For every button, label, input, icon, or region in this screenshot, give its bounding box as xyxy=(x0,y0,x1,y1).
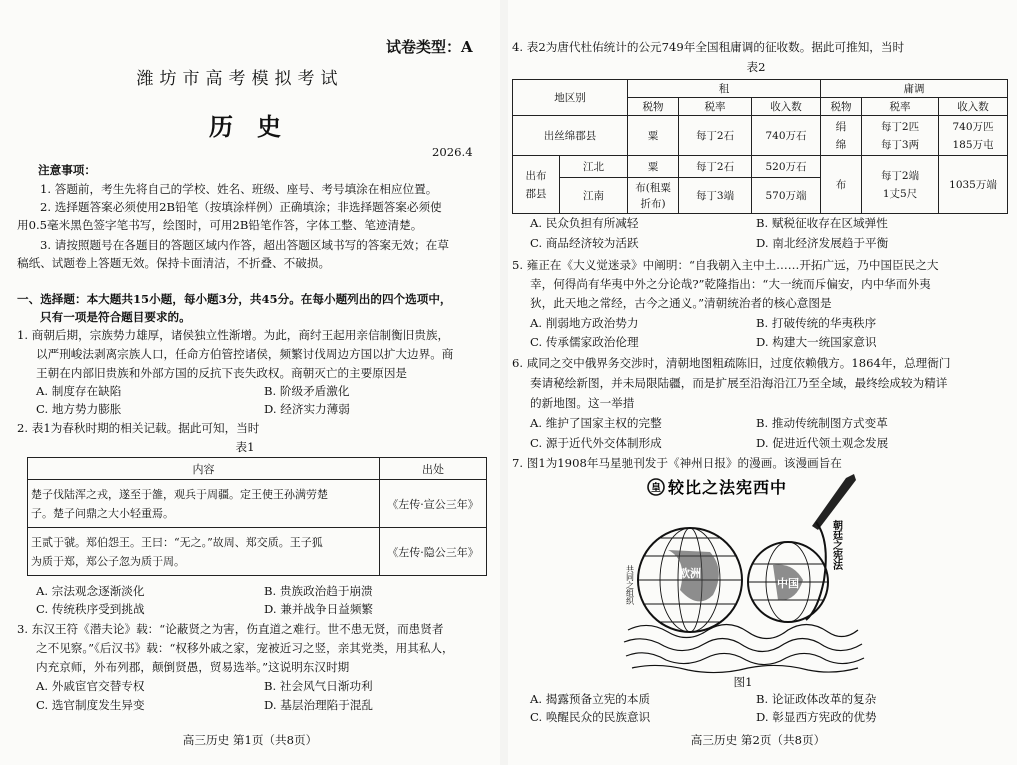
q3-option-d[interactable]: D. 基层治理陷于混乱 xyxy=(264,698,374,712)
table2-header-yongdiao: 庸调 xyxy=(821,80,1008,98)
table2-r1-yd-rate: 每丁2匹 每丁3两 xyxy=(862,116,939,156)
table2-r2-jn-income: 570万端 xyxy=(752,178,821,214)
q1-option-c[interactable]: C. 地方势力膨胀 xyxy=(36,402,122,416)
table2-header-yd-income: 收入数 xyxy=(939,98,1008,116)
table-row xyxy=(513,116,1008,156)
cartoon-left-label: 共同之组织 xyxy=(625,565,635,605)
cartoon-right-label: 朝廷之宪法 xyxy=(830,520,842,570)
table1-caption: 表1 xyxy=(235,440,255,454)
notice-3a: 3. 请按照题号在各题目的答题区域内作答，超出答题区域书写的答案无效；在草 xyxy=(40,238,449,252)
q6-line2: 奏请秘绘新图，并未局限陆疆，而是扩展至沿海沿江乃至全域，最终绘成较为精详 xyxy=(530,376,948,390)
table2-r1-zu-item: 粟 xyxy=(628,116,679,156)
table-1 xyxy=(27,457,487,576)
table-2 xyxy=(512,79,1008,214)
table2-header-zu-item: 税物 xyxy=(628,98,679,116)
q7-option-b[interactable]: B. 论证政体改革的复杂 xyxy=(756,692,877,706)
table2-header-zu-rate: 税率 xyxy=(679,98,752,116)
page-footer-right: 高三历史 第2页（共8页） xyxy=(690,733,826,747)
right-page xyxy=(508,0,1017,765)
globe-left-label: 欧洲 xyxy=(679,567,701,580)
q4-option-a[interactable]: A. 民众负担有所减轻 xyxy=(530,216,639,230)
q6-option-b[interactable]: B. 推动传统制图方式变革 xyxy=(756,416,888,430)
table2-r2-yd-income: 1035万端 xyxy=(939,156,1008,214)
q5-option-c[interactable]: C. 传承儒家政治伦理 xyxy=(530,335,639,349)
table2-header-region: 地区别 xyxy=(513,80,628,116)
section-heading-a: 一、选择题：本大题共15小题，每小题3分，共45分。在每小题列出的四个选项中， xyxy=(17,292,452,306)
table2-r1-region: 出丝绵郡县 xyxy=(513,116,628,156)
cartoon-figure xyxy=(618,470,868,675)
section-heading-b: 只有一项是符合题目要求的。 xyxy=(40,310,191,324)
figure-caption: 图1 xyxy=(733,675,753,689)
left-page xyxy=(0,0,500,765)
q1-option-b[interactable]: B. 阶级矛盾激化 xyxy=(264,384,350,398)
table2-header-zu: 租 xyxy=(628,80,821,98)
table-row xyxy=(513,156,1008,178)
q4-stem: 4. 表2为唐代杜佑统计的公元749年全国租庸调的征收数。据此可推知，当时 xyxy=(512,40,905,54)
exam-type: 试卷类型：A xyxy=(386,38,473,56)
table1-row2-content: 王贰于虢。郑伯怨王。王曰：“无之。”故周、郑交质。王子狐 为质于郑，郑公子忽为质于周。 xyxy=(28,528,380,576)
q5-option-a[interactable]: A. 削弱地方政治势力 xyxy=(530,316,639,330)
q5-line1: 5. 雍正在《大义觉迷录》中阐明：“自我朝入主中土……开拓广远，乃中国臣民之大 xyxy=(512,258,939,272)
table2-r1-yd-income: 740万匹 185万屯 xyxy=(939,116,1008,156)
q6-option-c[interactable]: C. 源于近代外交体制形成 xyxy=(530,436,662,450)
exam-date: 2026.4 xyxy=(432,145,473,159)
table-row xyxy=(28,528,487,576)
q2-option-d[interactable]: D. 兼并战争日益频繁 xyxy=(264,602,374,616)
table2-r2-region: 出布 郡县 xyxy=(513,156,560,214)
globe-right xyxy=(748,542,828,622)
q3-line1: 3. 东汉王符《潜夫论》载：“论蔽贤之为害，伤直道之难行。世不患无贤，而患贤者 xyxy=(17,622,444,636)
q1-line2: 以严刑峻法剥离宗族人口，任命方伯管控诸侯，频繁讨伐周边方国以扩大边界。商 xyxy=(36,347,454,361)
globe-right-label: 中国 xyxy=(777,577,799,590)
q3-option-c[interactable]: C. 选官制度发生异变 xyxy=(36,698,145,712)
q1-option-d[interactable]: D. 经济实力薄弱 xyxy=(264,402,350,416)
table1-row1-source: 《左传·宣公三年》 xyxy=(380,480,487,528)
sea-waves xyxy=(624,624,864,672)
table1-header-content: 内容 xyxy=(28,458,380,480)
globe-left xyxy=(638,528,742,632)
q3-option-b[interactable]: B. 社会风气日渐功利 xyxy=(264,679,373,693)
q6-option-a[interactable]: A. 维护了国家主权的完整 xyxy=(530,416,662,430)
table2-r2-jiangbei: 江北 xyxy=(560,156,628,178)
q7-option-c[interactable]: C. 唤醒民众的民族意识 xyxy=(530,710,651,724)
table1-row2-source: 《左传·隐公三年》 xyxy=(380,528,487,576)
q6-line3: 的新地图。这一举措 xyxy=(530,396,635,410)
table2-r2-jb-rate: 每丁2石 xyxy=(679,156,752,178)
q5-line3: 狄，此天地之常经，古今之通义。”清朝统治者的核心意图是 xyxy=(530,296,832,310)
q2-option-c[interactable]: C. 传统秩序受到挑战 xyxy=(36,602,145,616)
q3-line2: 之不见察。”《后汉书》载：“权移外戚之家，宠被近习之竖，亲其党类，用其私人， xyxy=(36,641,454,655)
table2-r1-zu-income: 740万石 xyxy=(752,116,821,156)
q5-option-b[interactable]: B. 打破传统的华夷秩序 xyxy=(756,316,877,330)
table2-r2-jiangnan: 江南 xyxy=(560,178,628,214)
table2-r2-yd-item: 布 xyxy=(821,156,862,214)
q5-option-d[interactable]: D. 构建大一统国家意识 xyxy=(756,335,877,349)
table2-header-zu-income: 收入数 xyxy=(752,98,821,116)
table2-r2-jb-item: 粟 xyxy=(628,156,679,178)
q1-line3: 王朝在内部旧贵族和外部方国的反抗下丧失政权。商朝灭亡的主要原因是 xyxy=(36,366,408,380)
q1-option-a[interactable]: A. 制度存在缺陷 xyxy=(36,384,122,398)
page-footer-left: 高三历史 第1页（共8页） xyxy=(182,733,318,747)
table1-header-source: 出处 xyxy=(380,458,487,480)
q4-option-b[interactable]: B. 赋税征收存在区域弹性 xyxy=(756,216,888,230)
exam-title: 潍坊市高考模拟考试 xyxy=(136,69,344,89)
notice-2a: 2. 选择题答案必须使用2B铅笔（按填涂样例）正确填涂；非选择题答案必须使 xyxy=(40,200,442,214)
q2-stem: 2. 表1为春秋时期的相关记载。据此可知，当时 xyxy=(17,421,260,435)
table2-r2-yd-rate: 每丁2端 1丈5尺 xyxy=(862,156,939,214)
notice-2b: 用0.5毫米黑色签字笔书写，绘图时，可用2B铅笔作答，字体工整、笔迹清楚。 xyxy=(17,218,423,232)
cartoon-stamp-text: 皇 xyxy=(651,483,661,494)
notice-3b: 稿纸、试题卷上答题无效。保持卡面清洁，不折叠、不破损。 xyxy=(17,256,331,270)
table2-r1-zu-rate: 每丁2石 xyxy=(679,116,752,156)
q7-option-a[interactable]: A. 揭露预备立宪的本质 xyxy=(530,692,651,706)
table2-header-yd-item: 税物 xyxy=(821,98,862,116)
table2-header-yd-rate: 税率 xyxy=(862,98,939,116)
notice-1: 1. 答题前，考生先将自己的学校、姓名、班级、座号、考号填涂在相应位置。 xyxy=(40,182,438,196)
q7-stem: 7. 图1为1908年马星驰刊发于《神州日报》的漫画。该漫画旨在 xyxy=(512,456,842,470)
table2-r1-yd-item: 绢 绵 xyxy=(821,116,862,156)
q1-line1: 1. 商朝后期，宗族势力雄厚，诸侯独立性渐增。为此，商纣王起用亲信制衡旧贵族， xyxy=(17,328,450,342)
table2-r2-jn-rate: 每丁3端 xyxy=(679,178,752,214)
subject-title: 历 史 xyxy=(209,112,281,141)
table1-row1-content: 楚子伐陆浑之戎，遂至于雒，观兵于周疆。定王使王孙满劳楚 子。楚子问鼎之大小轻重焉。 xyxy=(28,480,380,528)
q3-option-a[interactable]: A. 外戚宦官交替专权 xyxy=(36,679,145,693)
table2-r2-jn-item: 布(租粟 折布) xyxy=(628,178,679,214)
q2-option-a[interactable]: A. 宗法观念逐渐淡化 xyxy=(36,584,145,598)
table2-r2-jb-income: 520万石 xyxy=(752,156,821,178)
notice-title: 注意事项： xyxy=(38,163,96,177)
q6-option-d[interactable]: D. 促进近代领土观念发展 xyxy=(756,436,889,450)
q7-option-d[interactable]: D. 彰显西方宪政的优势 xyxy=(756,710,877,724)
q4-option-d[interactable]: D. 南北经济发展趋于平衡 xyxy=(756,236,889,250)
cartoon-title: 较比之法宪西中 xyxy=(668,478,788,497)
table-row xyxy=(28,480,487,528)
q5-line2: 幸，何得尚有华夷中外之分论哉?”乾隆指出：“大一统而斥偏安，内中华而外夷 xyxy=(530,277,931,291)
q6-line1: 6. 咸同之交中俄界务交涉时，清朝地图粗疏陈旧，过度依赖俄方。1864年，总理衙门 xyxy=(512,356,951,370)
q3-line3: 内充京师，外布列郡，颠倒贤愚，贸易选举。”这说明东汉时期 xyxy=(36,660,350,674)
q2-option-b[interactable]: B. 贵族政治趋于崩溃 xyxy=(264,584,373,598)
q4-option-c[interactable]: C. 商品经济较为活跃 xyxy=(530,236,639,250)
table2-caption: 表2 xyxy=(746,60,766,74)
